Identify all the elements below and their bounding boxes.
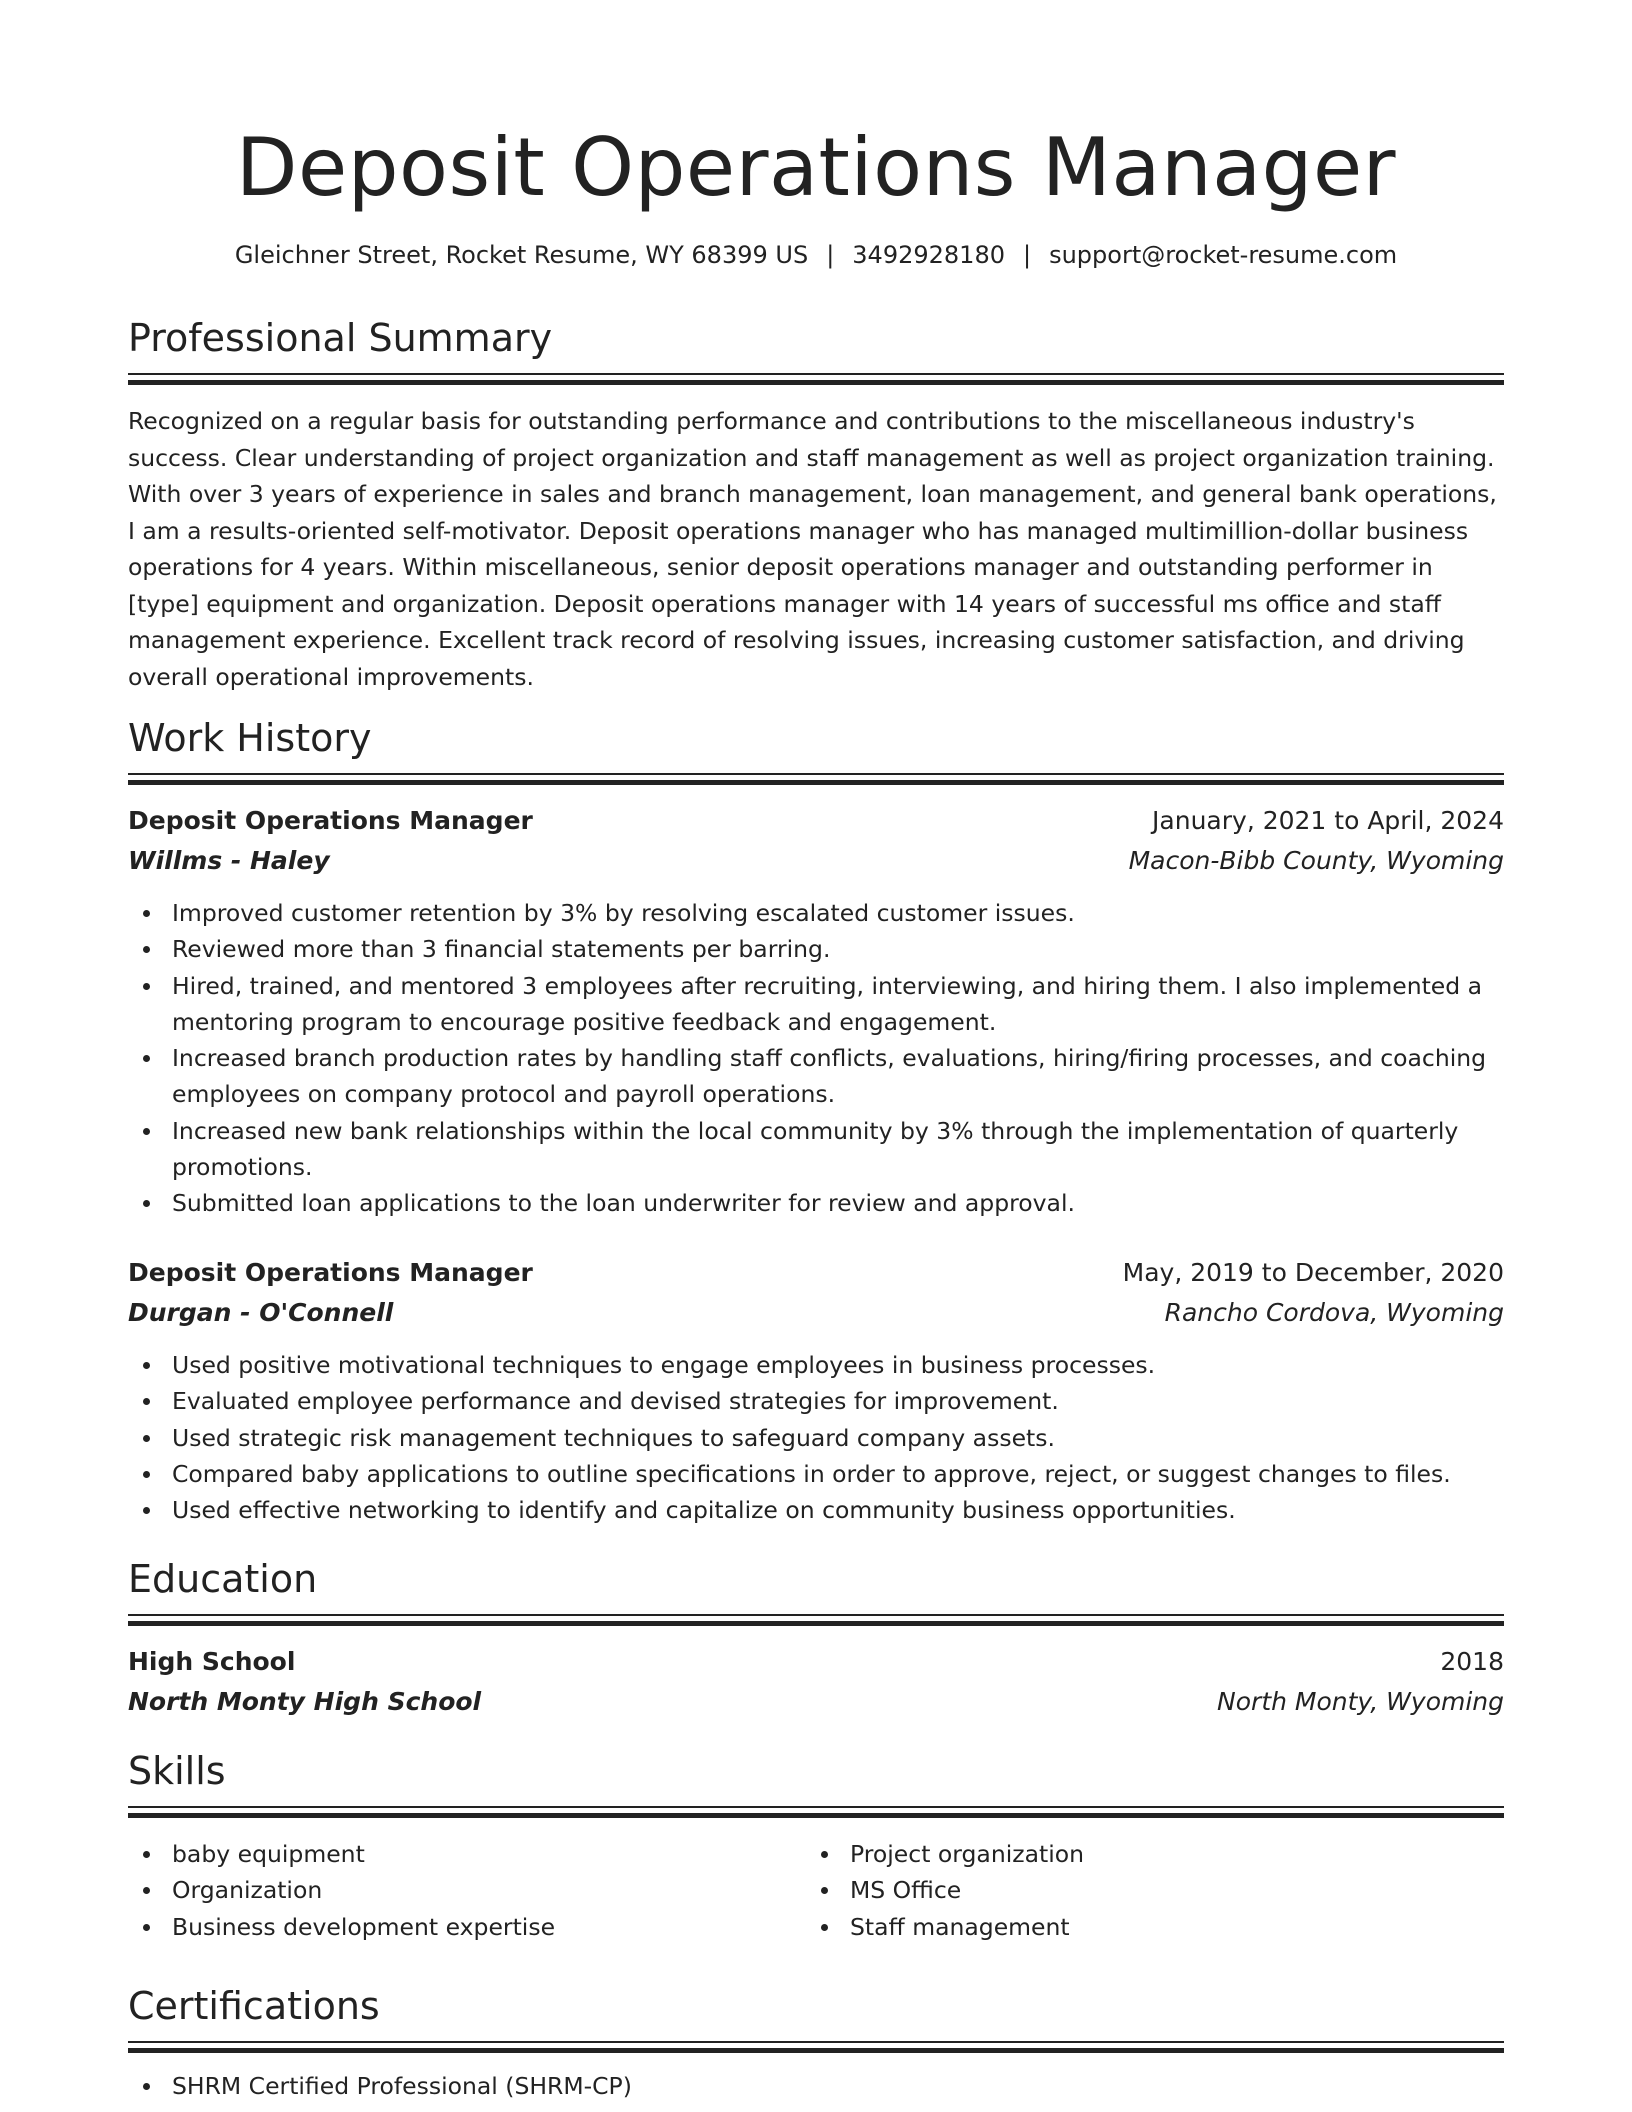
education-header <box>128 1644 1504 1680</box>
job-2-company: Durgan - O'Connell <box>128 1298 394 1327</box>
list-item: Submitted loan applications to the loan underwriter for review and approval. <box>128 1185 1504 1221</box>
list-item: SHRM Certified Professional (SHRM-CP) <box>128 2068 1504 2104</box>
contact-address: Gleichner Street, Rocket Resume, WY 68399 US <box>234 241 809 269</box>
candidate-name: Deposit Operations Manager <box>235 121 1397 214</box>
list-item: Staff management <box>806 1909 1632 1945</box>
education-school: North Monty High School <box>128 1687 482 1716</box>
list-item: Used effective networking to identify and capitalize on community business opportunities. <box>128 1492 1504 1528</box>
list-item: Increased branch production rates by handling staff conflicts, evaluations, hiring/firing processes, and coaching employees on company protocol and payroll operations. <box>128 1040 1504 1113</box>
certifications-list <box>128 2068 1504 2104</box>
list-item: Project organization <box>806 1836 1632 1872</box>
list-item: Business development expertise <box>128 1909 1504 1945</box>
contact-phone: 3492928180 <box>852 241 1005 269</box>
contact-separator: | <box>1022 241 1032 269</box>
contact-separator: | <box>826 241 835 269</box>
skills-divider <box>128 1806 1504 1818</box>
job-1-header <box>128 803 1504 839</box>
summary-text: Recognized on a regular basis for outstanding performance and contributions to the miscellaneous industry's success. Clear understanding of project organization and staff management as well as project organization training. With over 3 years of experience in sales and branch management, loan management, and general bank operations, I am a results-oriented self-motivator. Deposit operations manager who has managed multimillion-dollar business operations for 4 years. Within miscellaneous, senior deposit operations manager and outstanding performer in [type] equipment and organization. Deposit operations manager with 14 years of successful ms office and staff management experience. Excellent track record of resolving issues, increasing customer satisfaction, and driving overall operational improvements. <box>128 407 1497 691</box>
certifications-divider <box>128 2041 1504 2053</box>
list-item: baby equipment <box>128 1836 1504 1872</box>
education-divider <box>128 1614 1504 1626</box>
education-location: North Monty, Wyoming <box>1217 1687 1504 1716</box>
list-item: Increased new bank relationships within the local community by 3% through the implementation of quarterly promotions. <box>128 1113 1504 1186</box>
education-heading: Education <box>128 1557 318 1601</box>
skills-heading: Skills <box>128 1749 226 1793</box>
work-history-heading: Work History <box>128 716 372 760</box>
skills-list-right <box>806 1836 1632 1945</box>
list-item: Organization <box>128 1872 1504 1908</box>
contact-email[interactable]: support@rocket-resume.com <box>1049 241 1398 269</box>
list-item: Compared baby applications to outline specifications in order to approve, reject, or suggest changes to files. <box>128 1456 1504 1492</box>
job-2-header <box>128 1255 1504 1291</box>
job-2-duties <box>128 1347 1504 1528</box>
education-degree: High School <box>128 1647 296 1676</box>
job-1-position: Deposit Operations Manager <box>128 806 533 835</box>
job-2-dates: May, 2019 to December, 2020 <box>1122 1258 1504 1287</box>
list-item: Improved customer retention by 3% by resolving escalated customer issues. <box>128 895 1504 931</box>
list-item: Hired, trained, and mentored 3 employees after recruiting, interviewing, and hiring them. I also implemented a mentoring program to encourage positive feedback and engagement. <box>128 968 1504 1041</box>
summary-heading: Professional Summary <box>128 316 553 360</box>
job-2-subheader <box>128 1295 1504 1331</box>
job-1-subheader <box>128 843 1504 879</box>
list-item: Used strategic risk management techniques to safeguard company assets. <box>128 1420 1504 1456</box>
certifications-heading: Certifications <box>128 1984 380 2028</box>
list-item: MS Office <box>806 1872 1632 1908</box>
list-item: Reviewed more than 3 financial statements per barring. <box>128 931 1504 967</box>
education-year: 2018 <box>1440 1647 1504 1676</box>
work-history-divider <box>128 773 1504 785</box>
summary-divider <box>128 373 1504 385</box>
list-item: Used positive motivational techniques to engage employees in business processes. <box>128 1347 1504 1383</box>
education-subheader <box>128 1684 1504 1720</box>
list-item: Evaluated employee performance and devised strategies for improvement. <box>128 1383 1504 1419</box>
job-1-duties <box>128 895 1504 1222</box>
contact-line <box>128 238 1504 272</box>
job-1-company: Willms - Haley <box>128 846 330 875</box>
job-2-position: Deposit Operations Manager <box>128 1258 533 1287</box>
job-1-dates: January, 2021 to April, 2024 <box>1152 806 1504 835</box>
job-1-location: Macon-Bibb County, Wyoming <box>1128 846 1504 875</box>
job-2-location: Rancho Cordova, Wyoming <box>1164 1298 1504 1327</box>
